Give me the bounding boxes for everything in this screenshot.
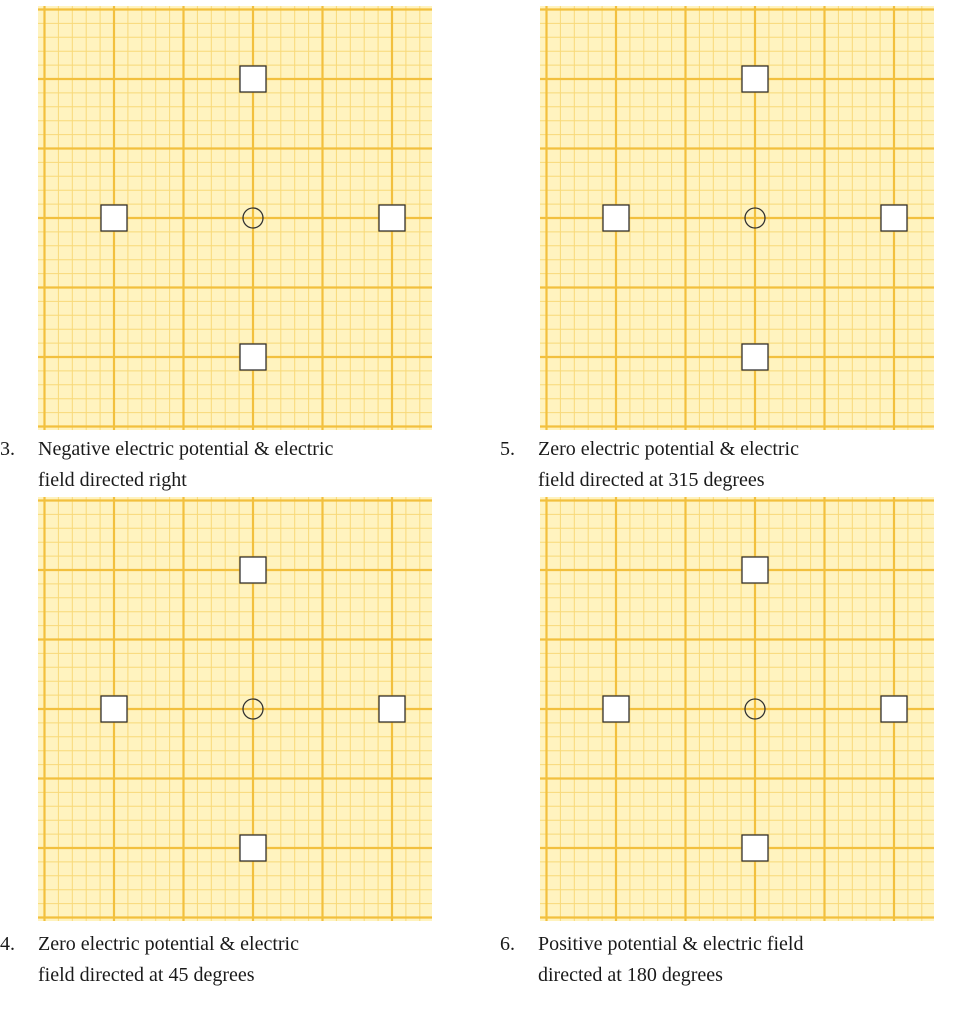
marker-square-right — [881, 696, 907, 722]
caption-line-1: Positive potential & electric field — [538, 933, 804, 955]
marker-square-top — [742, 66, 768, 92]
caption-line-1: Zero electric potential & electric — [38, 933, 299, 955]
caption-line-2: field directed right — [38, 469, 187, 491]
caption-text — [38, 434, 438, 496]
marker-square-left — [101, 696, 127, 722]
caption-number: 4. — [0, 933, 15, 955]
caption-text — [538, 929, 938, 991]
marker-square-bottom — [742, 835, 768, 861]
grid-panel-5 — [540, 6, 934, 430]
caption-line-2: field directed at 45 degrees — [38, 964, 255, 986]
marker-square-top — [742, 557, 768, 583]
marker-square-right — [881, 205, 907, 231]
marker-square-top — [240, 557, 266, 583]
marker-square-right — [379, 696, 405, 722]
caption-text — [538, 434, 938, 496]
marker-square-left — [101, 205, 127, 231]
marker-square-bottom — [240, 835, 266, 861]
caption-number: 6. — [500, 933, 515, 955]
marker-square-left — [603, 696, 629, 722]
grid-panel-6 — [540, 497, 934, 921]
marker-square-top — [240, 66, 266, 92]
caption-line-1: Zero electric potential & electric — [538, 438, 799, 460]
caption-number: 5. — [500, 438, 515, 460]
caption-text — [38, 929, 438, 991]
marker-square-right — [379, 205, 405, 231]
caption-number: 3. — [0, 438, 15, 460]
caption-line-2: directed at 180 degrees — [538, 964, 723, 986]
grid-panel-3 — [38, 6, 432, 430]
caption-line-2: field directed at 315 degrees — [538, 469, 765, 491]
marker-square-bottom — [240, 344, 266, 370]
marker-square-bottom — [742, 344, 768, 370]
grid-panel-4 — [38, 497, 432, 921]
marker-square-left — [603, 205, 629, 231]
caption-line-1: Negative electric potential & electric — [38, 438, 334, 460]
